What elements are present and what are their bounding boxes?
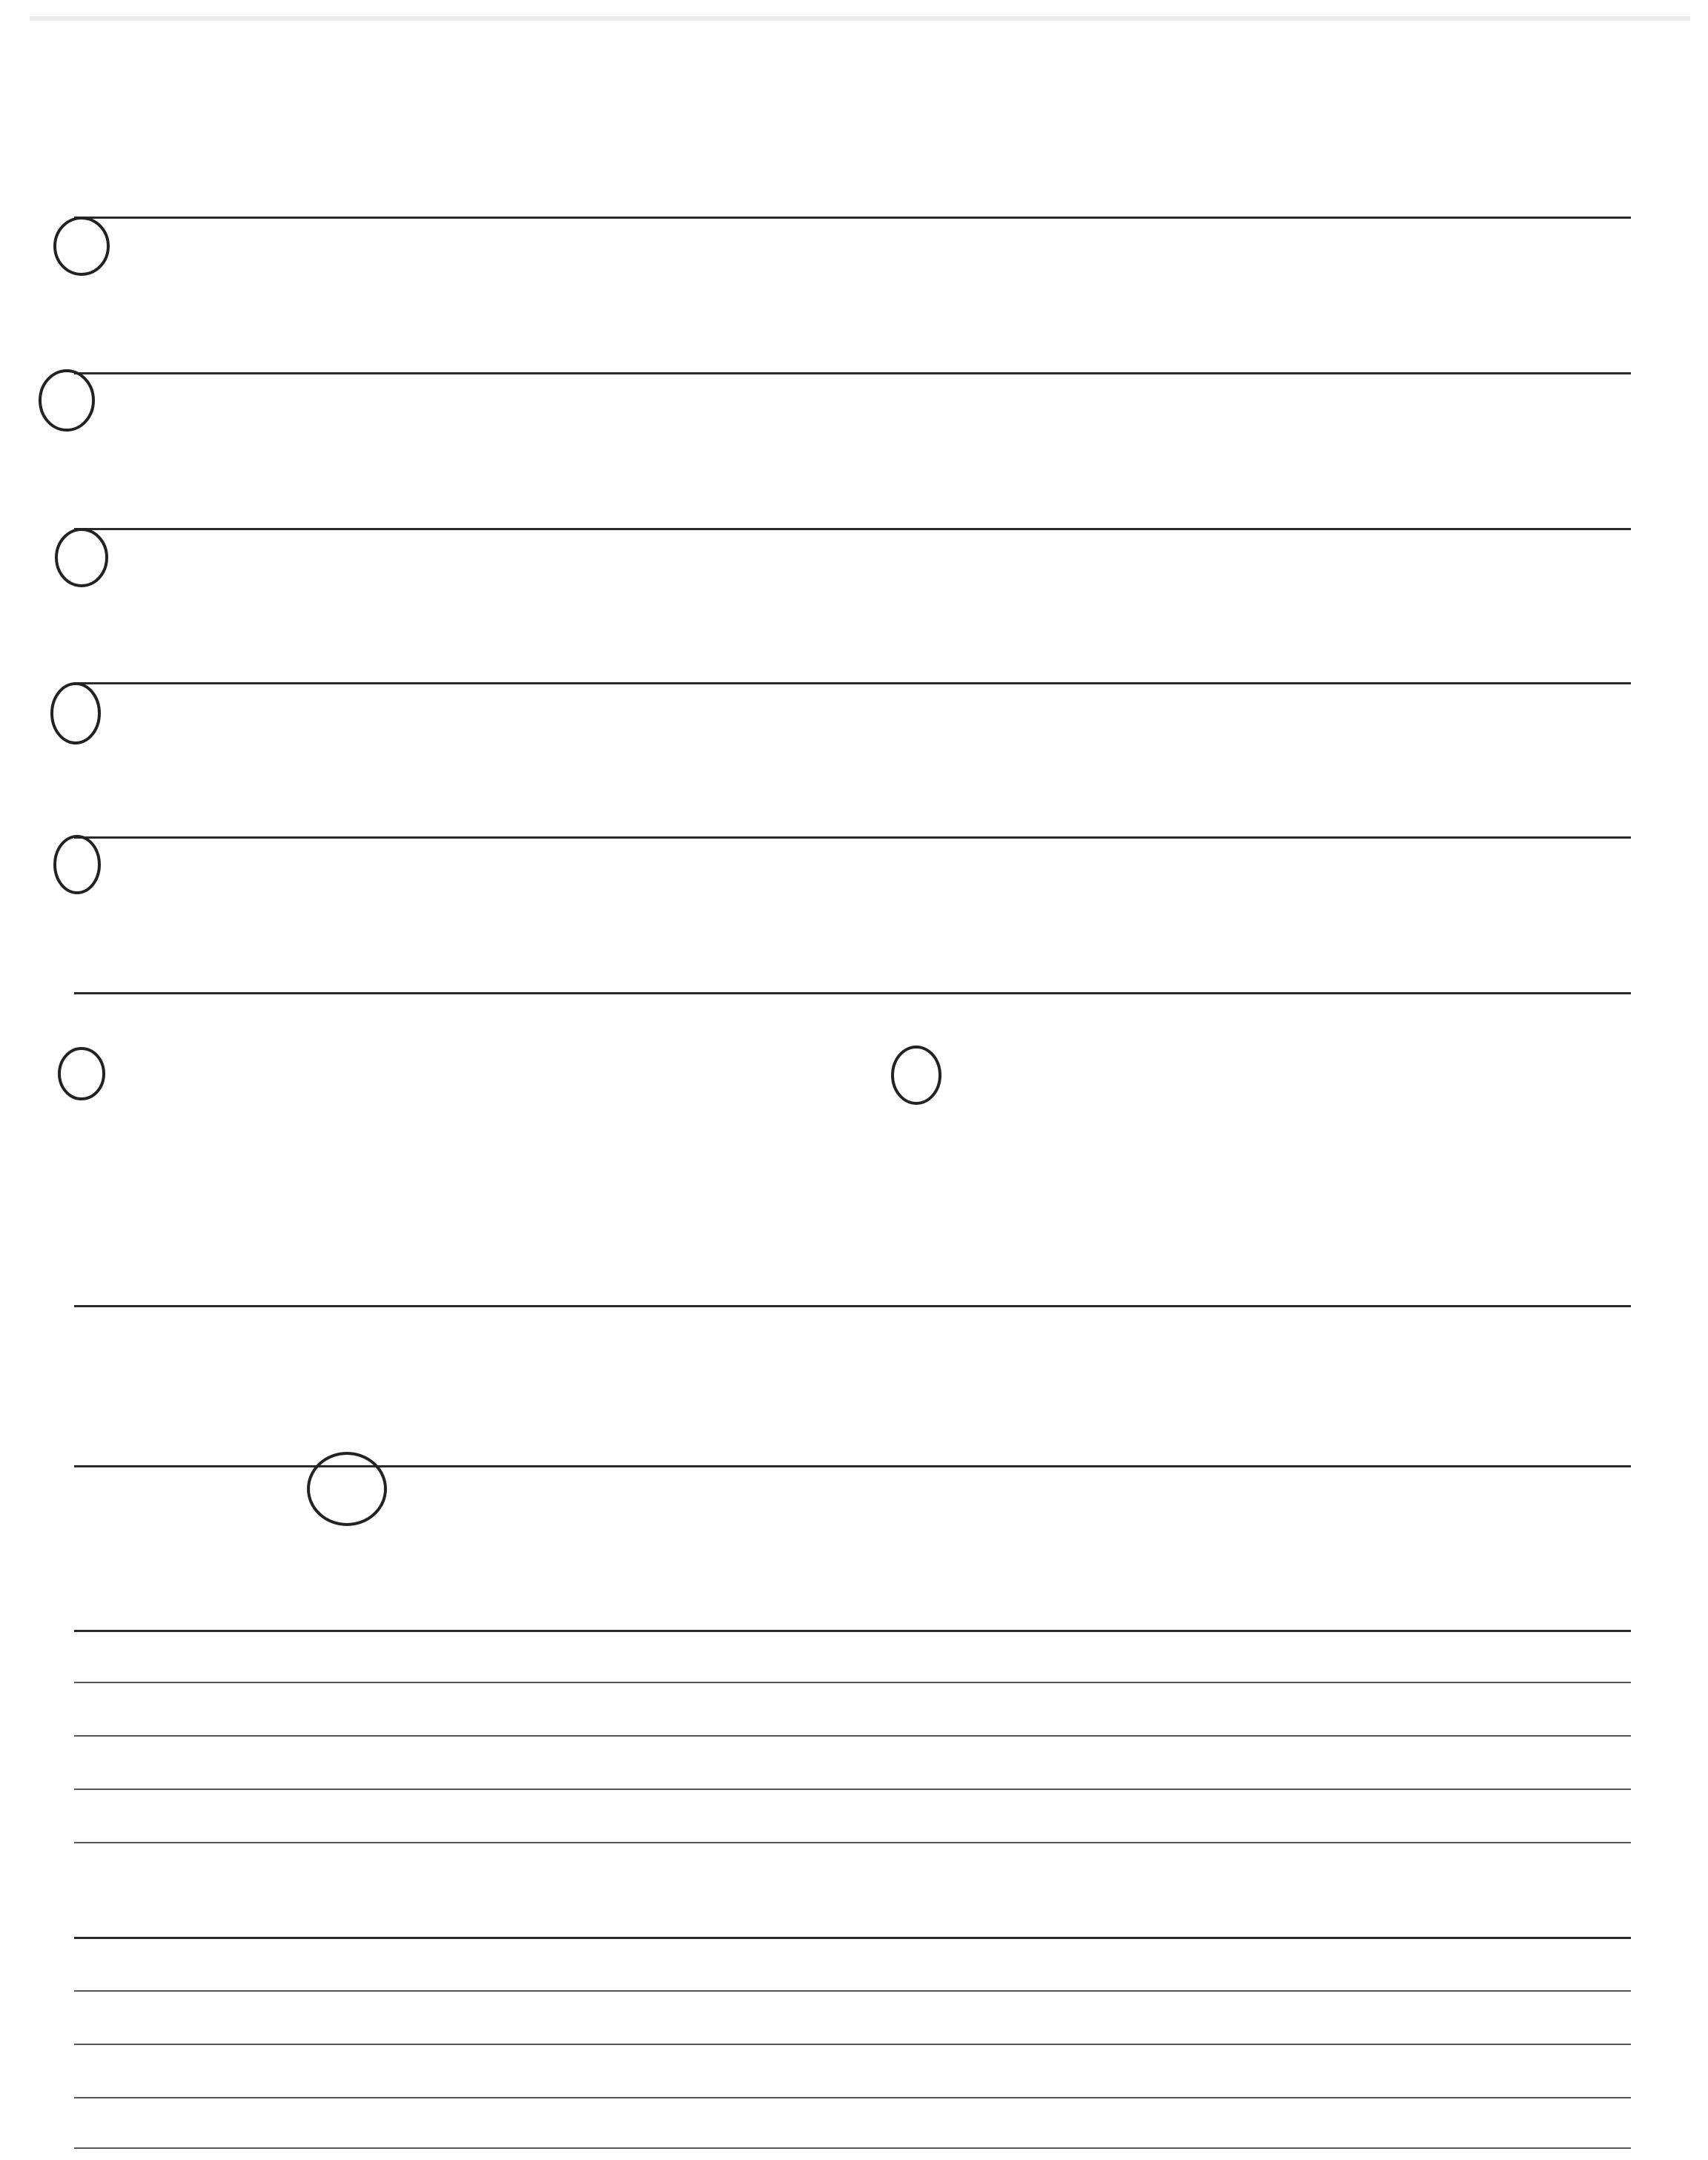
question-1-rule xyxy=(74,217,1631,219)
question-8-rule xyxy=(74,1465,1631,1467)
question-6 xyxy=(74,939,208,982)
answer-line xyxy=(74,2147,1631,2149)
answer-line xyxy=(74,1990,1631,1992)
answer-line xyxy=(74,1842,1631,1843)
question-3-rule xyxy=(74,528,1631,530)
q2-selection-circle xyxy=(40,371,93,430)
answer-line xyxy=(74,2044,1631,2045)
question-5-rule xyxy=(74,836,1631,839)
answer-line xyxy=(74,1682,1631,1683)
question-6-rule xyxy=(74,992,1631,994)
question-9 xyxy=(74,1578,208,1621)
question-4-rule xyxy=(74,682,1631,684)
question-7-rule xyxy=(74,1305,1631,1307)
q8-selection-circle xyxy=(308,1453,385,1525)
q1-selection-circle xyxy=(55,218,108,274)
q5-selection-circle xyxy=(55,836,99,893)
question-2-rule xyxy=(74,372,1631,374)
q6-option-7-circle xyxy=(893,1047,940,1103)
question-1 xyxy=(74,165,208,208)
answer-line xyxy=(74,1735,1631,1737)
question-4 xyxy=(74,629,208,672)
question-9-rule xyxy=(74,1630,1631,1632)
question-7 xyxy=(74,1253,208,1296)
question-5 xyxy=(74,783,208,826)
answer-line xyxy=(74,1789,1631,1790)
top-border xyxy=(30,16,1690,21)
question-10-rule xyxy=(74,1937,1631,1939)
q3-selection-circle xyxy=(56,529,107,586)
question-3 xyxy=(74,475,208,518)
q6-option-5-circle xyxy=(59,1048,104,1099)
answer-line xyxy=(74,2097,1631,2098)
question-10 xyxy=(74,1888,208,1931)
question-2 xyxy=(74,320,208,363)
q4-selection-circle xyxy=(52,684,99,743)
question-8 xyxy=(74,1412,208,1455)
